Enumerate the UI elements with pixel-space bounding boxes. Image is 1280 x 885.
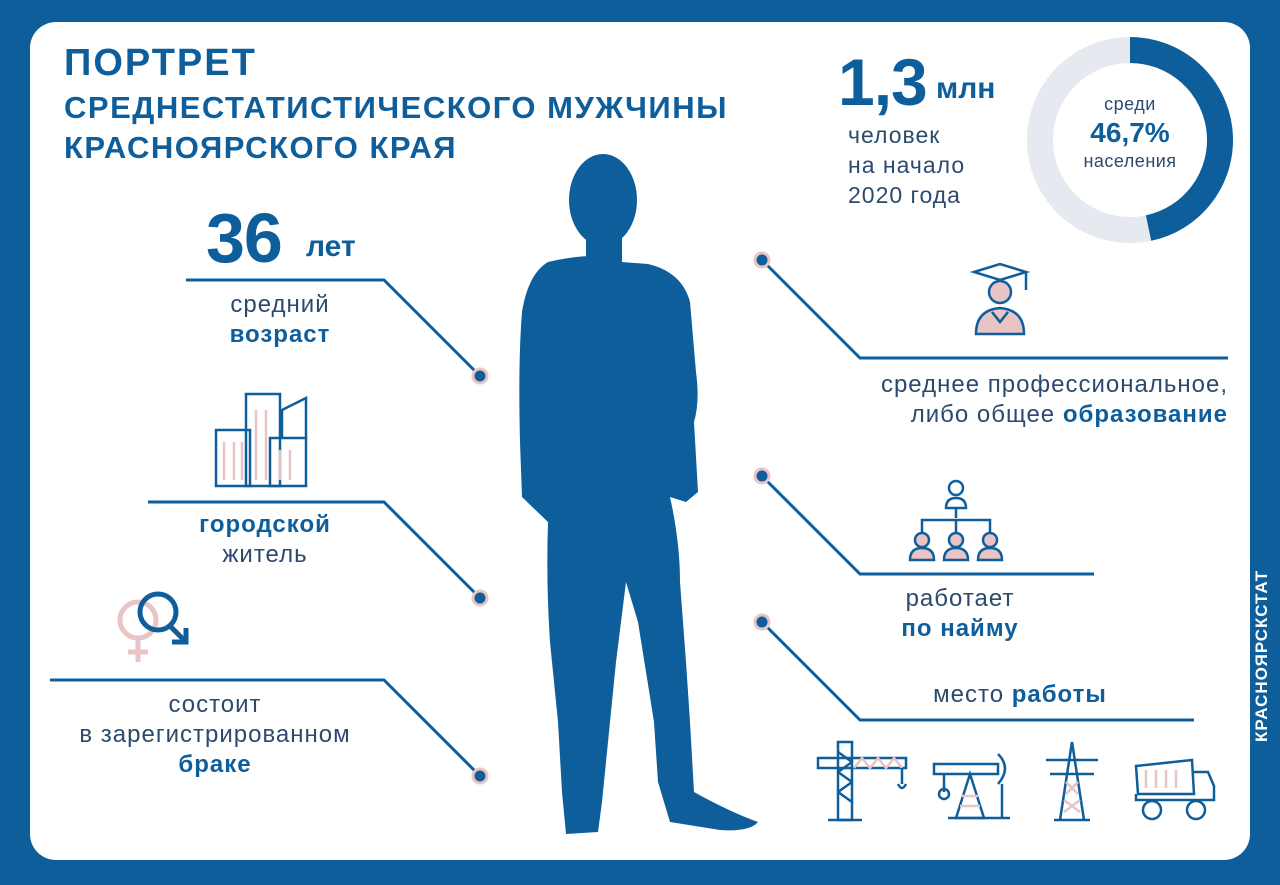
education-label-line2-plain: либо общее xyxy=(910,401,1063,428)
connector-marriage-dot xyxy=(473,769,487,783)
age-label-line2: возраст xyxy=(229,321,331,348)
infographic-card xyxy=(30,22,1250,860)
residence-label xyxy=(160,510,370,570)
gender-icon xyxy=(120,594,186,662)
workplace-label-bold: работы xyxy=(1011,681,1107,708)
employment-label-line2: по найму xyxy=(901,615,1019,642)
power-tower-icon xyxy=(1046,742,1098,820)
page-title-line2: СРЕДНЕСТАТИСТИЧЕСКОГО МУЖЧИНЫ xyxy=(64,90,728,125)
oil-pump-icon xyxy=(934,754,1010,818)
page-title-line3: КРАСНОЯРСКОГО КРАЯ xyxy=(64,130,458,165)
connector-age-dot xyxy=(473,369,487,383)
dump-truck-icon xyxy=(1136,760,1214,819)
marriage-label-line2: в зарегистрированном xyxy=(79,721,351,748)
employment-label-line1: работает xyxy=(905,585,1015,612)
share-suffix: населения xyxy=(1083,151,1177,171)
crane-icon xyxy=(818,742,906,820)
population-desc-line3: 2020 года xyxy=(848,182,961,208)
population-desc-line2: на начало xyxy=(848,152,966,178)
workplace-label-plain: место xyxy=(933,681,1012,708)
share-label xyxy=(1050,94,1210,172)
employment-label xyxy=(870,584,1050,644)
population-desc-line1: человек xyxy=(848,122,941,148)
connector-workplace-dot xyxy=(755,615,769,629)
population-desc xyxy=(848,120,965,210)
age-label xyxy=(180,290,380,350)
marriage-label-line1: состоит xyxy=(168,691,262,718)
population-unit: млн xyxy=(936,72,996,105)
marriage-label-line3: браке xyxy=(178,751,252,778)
share-value: 46,7% xyxy=(1090,117,1170,148)
age-unit: лет xyxy=(306,230,356,263)
share-prefix: среди xyxy=(1104,94,1156,114)
man-silhouette xyxy=(519,154,758,834)
buildings-icon xyxy=(216,394,306,486)
population-value: 1,3 xyxy=(838,45,927,119)
page-title: ПОРТРЕТ xyxy=(64,42,257,84)
education-label-line2-bold: образование xyxy=(1062,401,1228,428)
education-label xyxy=(782,370,1228,430)
mortarboard-icon xyxy=(974,264,1026,334)
source-label: КРАСНОЯРСКСТАТ xyxy=(1252,569,1271,742)
age-value: 36 xyxy=(206,199,282,277)
education-label-line1: среднее профессиональное, xyxy=(880,371,1228,398)
age-label-line1: средний xyxy=(230,291,330,318)
residence-label-line1: городской xyxy=(199,511,331,538)
hierarchy-icon xyxy=(910,481,1002,560)
connector-residence-dot xyxy=(473,591,487,605)
connector-education-dot xyxy=(755,253,769,267)
marriage-label xyxy=(50,690,380,780)
connector-employment-dot xyxy=(755,469,769,483)
workplace-label xyxy=(880,680,1160,710)
residence-label-line2: житель xyxy=(222,541,308,568)
